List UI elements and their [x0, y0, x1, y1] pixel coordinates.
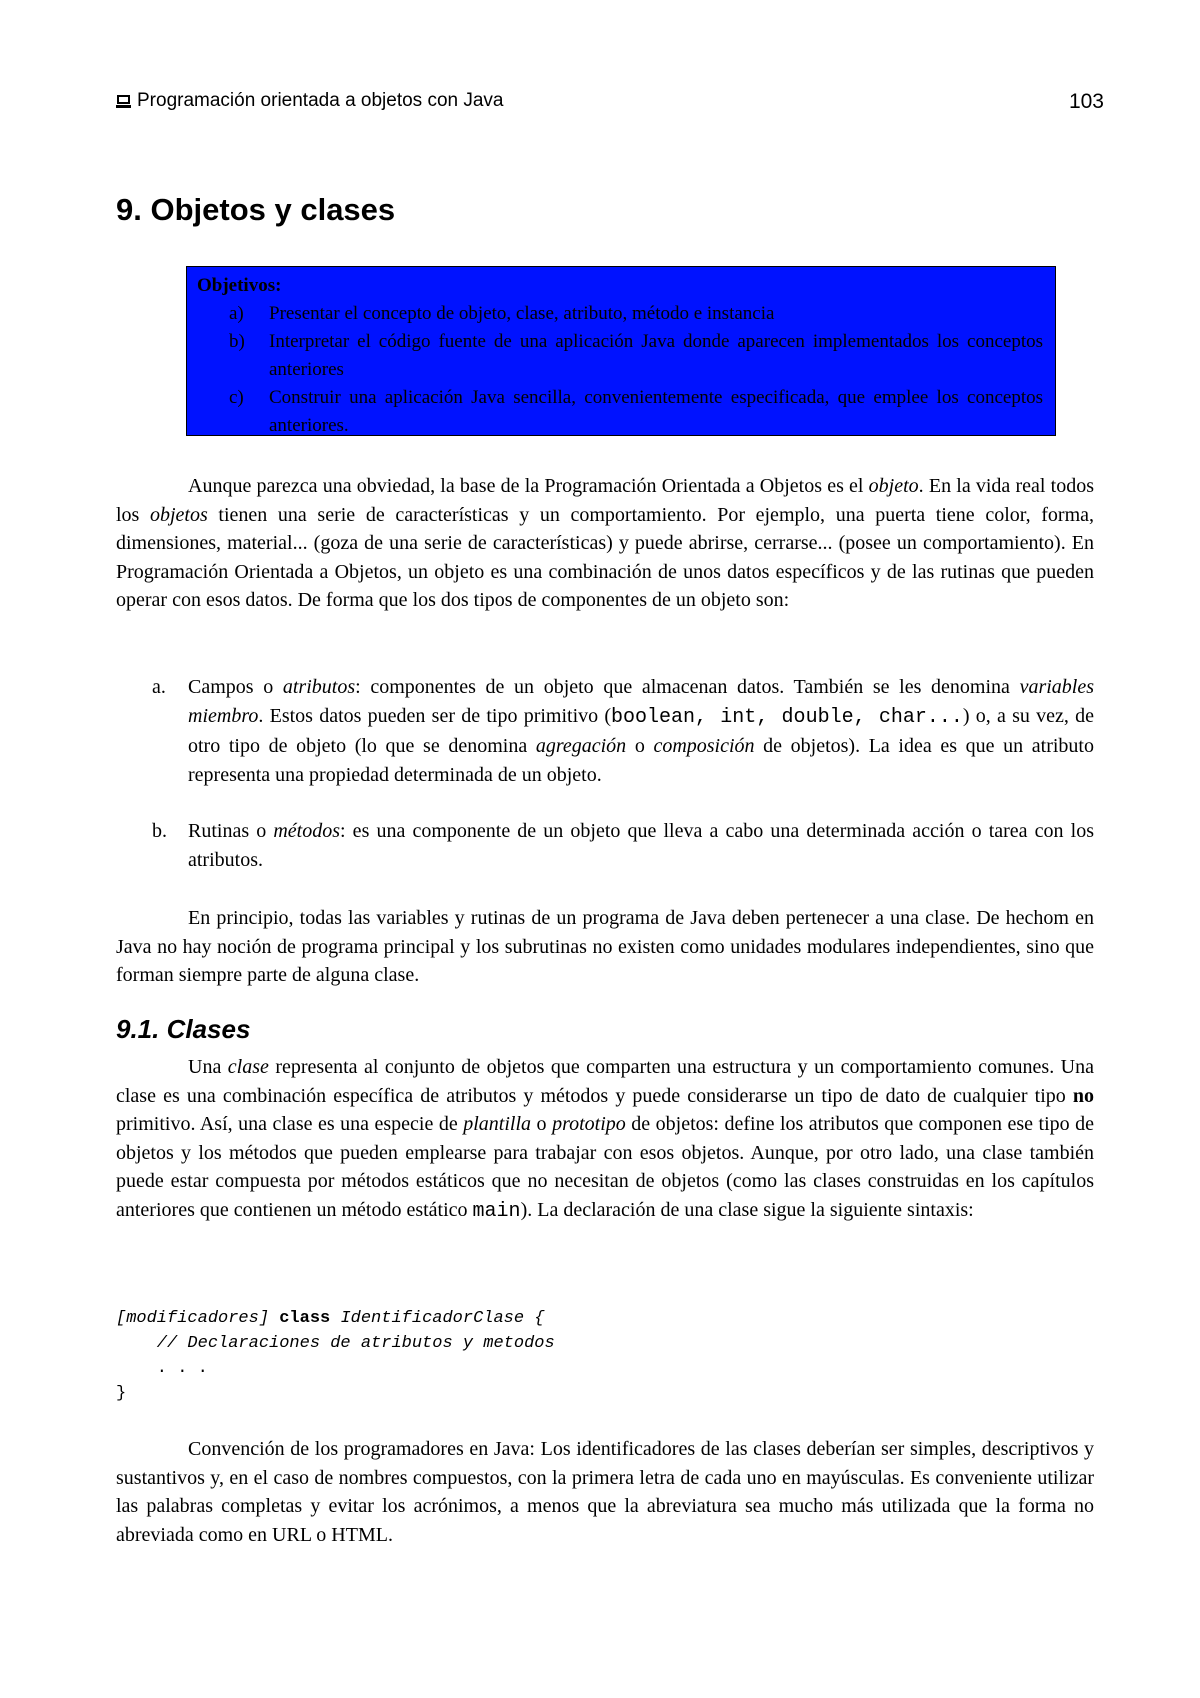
- term-variables-miembro: variables miembro: [188, 676, 1094, 727]
- term-agregacion: agregación: [535, 735, 627, 757]
- term-composicion: composición: [653, 735, 755, 757]
- list-text: : es una componente de un objeto que lleva a cabo una determinada acción o tarea con los atributos.: [188, 820, 1094, 871]
- code-line: . . .: [116, 1359, 208, 1378]
- term-prototipo: prototipo: [552, 1113, 626, 1135]
- objectives-title: Objetivos:: [197, 275, 282, 296]
- inline-code: main: [472, 1199, 521, 1223]
- objective-text: Construir una aplicación Java sencilla, convenientemente especificada, que emplee los conceptos anteriores.: [269, 387, 1043, 436]
- code-block: [116, 1306, 555, 1406]
- code-line: // Declaraciones de atributos y metodos: [116, 1334, 555, 1353]
- running-title: Programación orientada a objetos con Java: [137, 90, 504, 111]
- code-keyword: class: [279, 1309, 331, 1328]
- inline-code: boolean, int, double, char...: [611, 705, 963, 729]
- list-text: o: [626, 735, 654, 757]
- term-no: no: [1072, 1084, 1094, 1107]
- section-text: de objetos: define los atributos que componen ese tipo de objetos y los métodos que pueden emplearse para trabajar con esos objetos. Aunque, por otro lado, una clase también puede estar compuesta por métodos estáticos que no necesitan de objetos (como las clases construidas en los capítulos anteriores que contienen un método estático: [116, 1113, 1095, 1221]
- code-line: }: [116, 1384, 127, 1403]
- list-marker: a.: [152, 676, 166, 698]
- term-metodos: métodos: [273, 820, 341, 842]
- list-content: [188, 673, 1094, 789]
- chapter-title: 9. Objetos y clases: [116, 192, 396, 227]
- term-objeto: objeto: [868, 475, 919, 497]
- objective-item: [197, 384, 1043, 440]
- objective-text: Presentar el concepto de objeto, clase, atributo, método e instancia: [269, 303, 775, 324]
- list-text: Rutinas o: [188, 820, 274, 842]
- section-text: primitivo. Así, una clase es una especie de: [116, 1113, 464, 1135]
- intro-paragraph: [116, 472, 1094, 615]
- term-clase: clase: [227, 1056, 269, 1078]
- objective-letter: c): [229, 387, 244, 408]
- term-plantilla: plantilla: [463, 1113, 532, 1135]
- list-text: ) o, a su vez, de otro tipo de objeto (lo que se denomina: [188, 704, 1095, 757]
- objective-text: Interpretar el código fuente de una aplicación Java donde aparecen implementados los conceptos anteriores: [269, 331, 1043, 380]
- list-item-a: [116, 673, 1094, 789]
- term-atributos: atributos: [282, 676, 356, 698]
- convention-paragraph: Convención de los programadores en Java: Los identificadores de las clases deberían ser simples, descriptivos y sustantivos y, en el caso de nombres compuestos, con la primera letra de cada uno en mayúsculas. Es conveniente utilizar las palabras completas y evitar los acrónimos, a menos que la abreviatura sea mucho más utilizada que la forma no abreviada como en URL o HTML.: [116, 1438, 1094, 1546]
- objective-item: [197, 328, 1043, 384]
- section-paragraph: [116, 1053, 1094, 1226]
- code-text: [modificadores]: [116, 1309, 280, 1328]
- objective-letter: a): [229, 303, 244, 324]
- intro-text: tienen una serie de características y un comportamiento. Por ejemplo, una puerta tiene color, forma, dimensiones, material... (goza de una serie de características) y puede abrirse, cerrarse... (posee un comportamiento). En Programación Orientada a Objetos, un objeto es una combinación de unos datos específicos y de las rutinas que pueden operar con esos datos. De forma que los dos tipos de componentes de un objeto son:: [116, 503, 1095, 611]
- list-content: [188, 817, 1094, 874]
- code-line: [116, 1306, 555, 1331]
- intro-text: Aunque parezca una obviedad, la base de la Programación Orientada a Objetos es el: [188, 475, 869, 497]
- intro-text: . En la vida real todos los: [116, 475, 1094, 526]
- term-objetos: objetos: [149, 503, 208, 526]
- list-marker: b.: [152, 820, 167, 842]
- section-text: Una: [188, 1056, 228, 1078]
- list-text: Campos o: [188, 676, 283, 698]
- section-text: ). La declaración de una clase sigue la siguiente sintaxis:: [520, 1198, 974, 1221]
- list-item-b: [116, 817, 1094, 874]
- page-number: 103: [1068, 90, 1104, 113]
- code-text: IdentificadorClase {: [330, 1309, 545, 1328]
- computer-icon: [116, 94, 131, 109]
- section-title: 9.1. Clases: [116, 1014, 251, 1044]
- objective-letter: b): [229, 331, 245, 352]
- list-text: . Estos datos pueden ser de tipo primitivo (: [258, 704, 612, 727]
- list-text: de objetos). La idea es que un atributo representa una propiedad determinada de un objeto.: [188, 735, 1094, 786]
- objective-item: [197, 300, 1043, 328]
- section-text: o: [531, 1113, 553, 1135]
- principle-paragraph: En principio, todas las variables y rutinas de un programa de Java deben pertenecer a una clase. De hechom en Java no hay noción de programa principal y los subrutinas no existen como unidades modulares independientes, sino que forman siempre parte de alguna clase.: [116, 907, 1094, 986]
- section-text: representa al conjunto de objetos que comparten una estructura y un comportamiento comunes. Una clase es una combinación específica de atributos y métodos y puede considerarse un tipo de dato de cualquier tipo: [116, 1056, 1094, 1107]
- list-text: : componentes de un objeto que almacenan datos. También se les denomina: [355, 676, 1020, 698]
- page-header: [116, 90, 1104, 118]
- objectives-box: [186, 266, 1056, 436]
